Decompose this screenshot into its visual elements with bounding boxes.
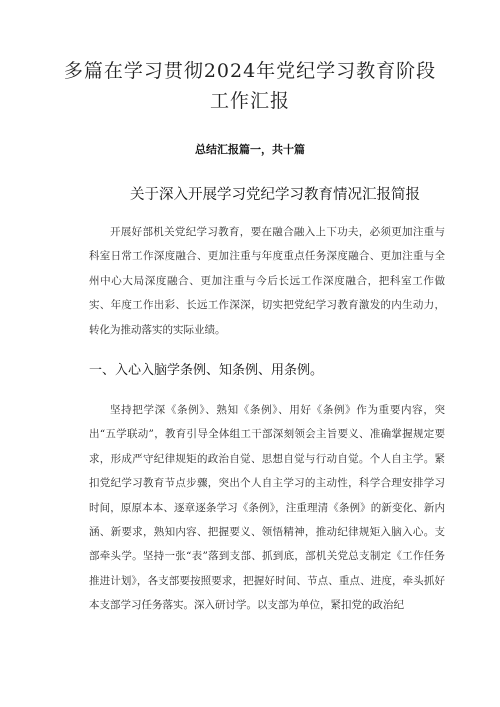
intro-paragraph: 开展好部机关党纪学习教育，要在融合融入上下功夫，必须更加注重与科室日常工作深度融合、更加注重与年度重点任务深度融合、更加注重与全州中心大局深度融合、更加注重与今后长远工作深度融合，把科室工作做实、年度工作出彩、长远工作深深，切实把党纪学习教育激发的内生动力，转化为推动落实的实际业绩。 (89, 226, 445, 336)
document-subtitle: 总结汇报篇一，共十篇 (195, 143, 305, 156)
document-title-line-1: 多篇在学习贯彻2024年党纪学习教育阶段 (63, 60, 437, 82)
section-heading-1: 一、入心入脑学条例、知条例、用条例。 (89, 363, 324, 378)
document-title (40, 56, 460, 116)
document-title-line-2: 工作汇报 (209, 90, 290, 112)
section-1-paragraph: 坚持把学深《条例》、熟知《条例》、用好《条例》作为重要内容，突出“五学联动”，教育引导全体组工干部深刻领会主旨要义、准确掌握规定要求，形成严守纪律规矩的政治自觉、思想自觉与行动自觉。个人自主学。紧扣党纪学习教育节点步骤，突出个人自主学习的主动性，科学合理安排学习时间，原原本本、逐章逐条学习《条例》，注重理清《条例》的新变化、新内涵、新要求，熟知内容、把握要义、领悟精神，推动纪律规矩入脑入心。支部牵头学。坚持一张“表”落到支部、抓到底，部机关党总支制定《工作任务推进计划》，各支部要按照要求，把握好时间、节点、重点、进度，牵头抓好本支部学习任务落实。深入研讨学。以支部为单位，紧扣党的政治纪 (89, 404, 445, 612)
report-heading: 关于深入开展学习党纪学习教育情况汇报简报 (130, 187, 420, 203)
